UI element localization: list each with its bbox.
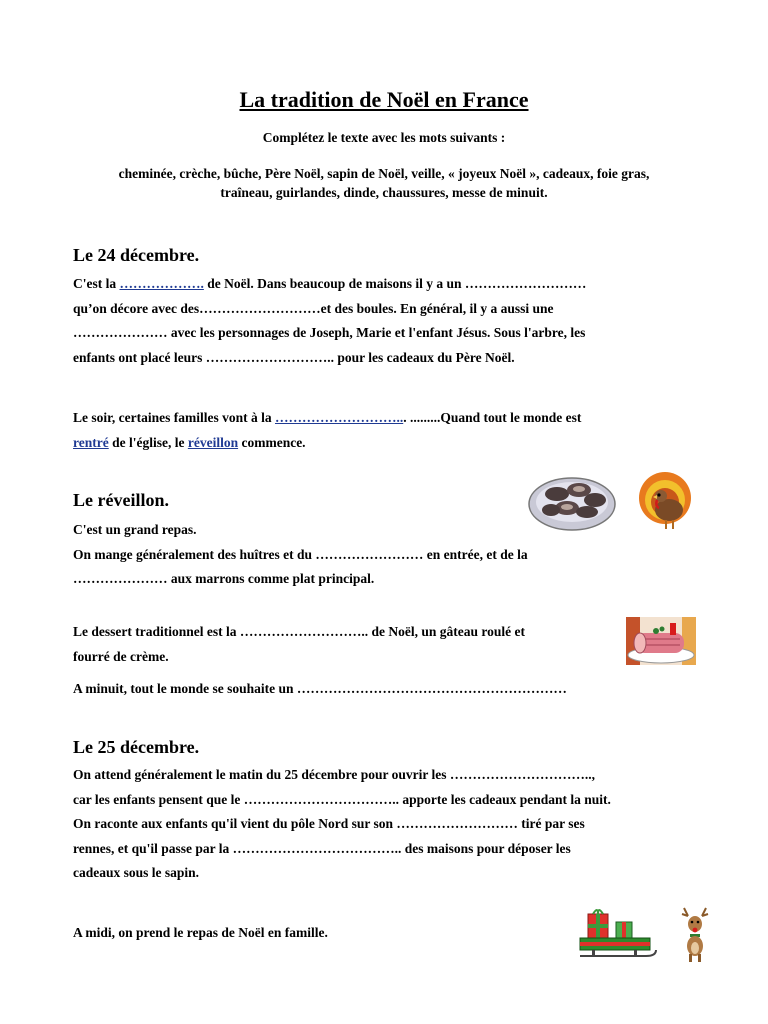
text-line: qu’on décore avec des………………………et des boules. En général, il y a aussi une xyxy=(73,300,554,316)
link-reveillon[interactable]: réveillon xyxy=(187,434,239,450)
heading-reveillon: Le réveillon. xyxy=(73,490,169,510)
word-bank-line-2: traîneau, guirlandes, dinde, chaussures, messe de minuit. xyxy=(220,185,548,200)
paragraph-24-december xyxy=(73,272,703,370)
oysters-plate-icon xyxy=(527,470,617,532)
word-bank-line-1: cheminée, crèche, bûche, Père Noël, sapin de Noël, veille, « joyeux Noël », cadeaux, foie gras, xyxy=(118,166,650,181)
text-segment: de l'église, le xyxy=(108,434,188,450)
blank-link-1[interactable]: ………………. xyxy=(119,276,204,291)
turkey-icon xyxy=(635,470,695,532)
text-segment: commence. xyxy=(238,434,306,450)
text-line: enfants ont placé leurs ……………………….. pour les cadeaux du Père Noël. xyxy=(73,349,515,365)
text-line: Le dessert traditionnel est la ……………………….. de Noël, un gâteau roulé et xyxy=(73,624,525,639)
text-line: C'est un grand repas. xyxy=(73,522,197,537)
text-line: On raconte aux enfants qu'il vient du pôle Nord sur son ……………………… tiré par ses xyxy=(73,816,585,831)
reindeer-icon xyxy=(680,906,710,964)
blank-link-2[interactable]: ……………………….. xyxy=(274,410,404,425)
text-line: car les enfants pensent que le …………………………….. apporte les cadeaux pendant la nuit. xyxy=(73,791,611,807)
word-bank xyxy=(60,164,708,202)
text-line xyxy=(73,431,703,456)
paragraph-midnight xyxy=(73,677,703,702)
text-segment: C'est la xyxy=(73,276,120,291)
text-line: cadeaux sous le sapin. xyxy=(73,865,200,880)
text-line: On attend généralement le matin du 25 décembre pour ouvrir les ………………………….., xyxy=(73,767,595,782)
text-line: ………………… avec les personnages de Joseph, Marie et l'enfant Jésus. Sous l'arbre, les xyxy=(73,325,586,340)
text-line: rennes, et qu'il passe par la ……………………………….. des maisons pour déposer les xyxy=(73,840,571,856)
text-line: ………………… aux marrons comme plat principal. xyxy=(73,571,375,586)
page-title: La tradition de Noël en France xyxy=(239,87,529,112)
paragraph-evening xyxy=(73,406,703,455)
text-line: A midi, on prend le repas de Noël en famille. xyxy=(73,925,328,940)
yule-log-icon xyxy=(626,617,696,665)
text-line: On mange généralement des huîtres et du …………………… en entrée, et de la xyxy=(73,546,528,562)
sleigh-gifts-icon xyxy=(578,906,660,964)
paragraph-dessert xyxy=(73,620,703,669)
text-line xyxy=(73,406,703,431)
heading-25-december: Le 25 décembre. xyxy=(73,737,200,757)
text-segment: de Noël. Dans beaucoup de maisons il y a un ……………………… xyxy=(203,276,587,291)
text-segment: . .........Quand tout le monde est xyxy=(403,410,582,425)
text-line: fourré de crème. xyxy=(73,648,169,664)
paragraph-25-december xyxy=(73,763,703,886)
text-line: A minuit, tout le monde se souhaite un …………………………………………………… xyxy=(73,681,567,696)
instruction: Complétez le texte avec les mots suivants : xyxy=(262,130,506,145)
text-segment: Le soir, certaines familles vont à la xyxy=(73,410,275,425)
link-rentre[interactable]: rentré xyxy=(73,434,109,450)
heading-24-december: Le 24 décembre. xyxy=(73,245,200,265)
text-line xyxy=(73,272,703,297)
